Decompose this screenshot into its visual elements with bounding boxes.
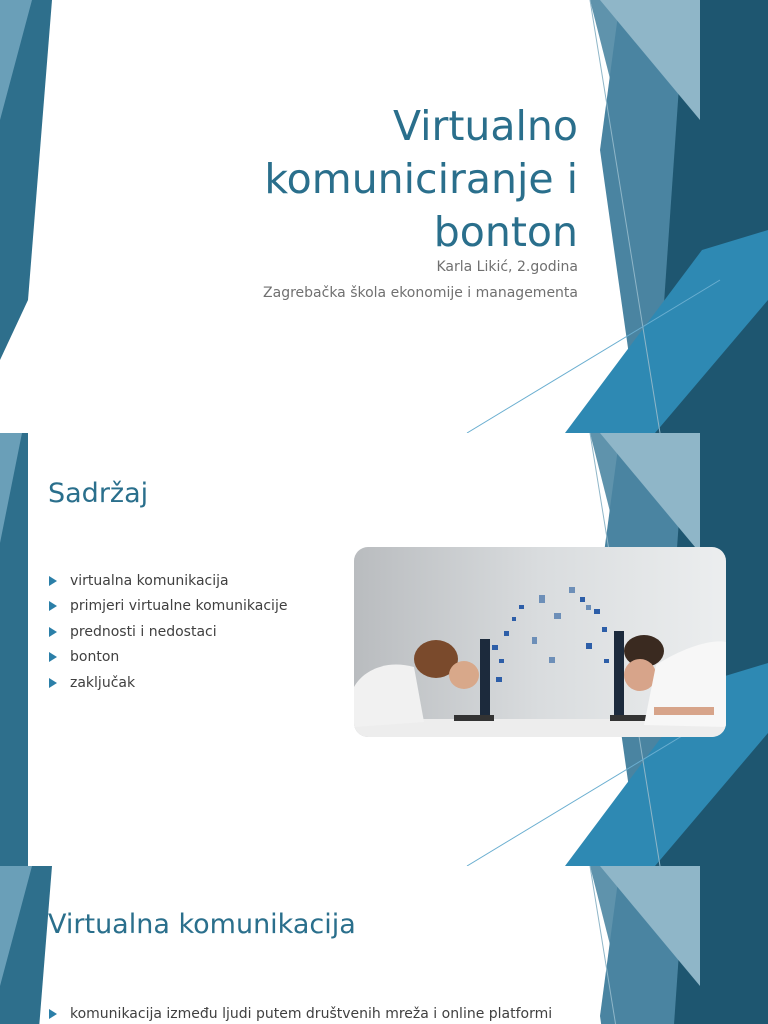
virtual-communication-slide [0, 866, 768, 1024]
author-subtitle: Karla Likić, 2.godina [436, 259, 578, 275]
list-item-text: komunikacija između ljudi putem društvenih mreža i online platformi [70, 1006, 553, 1022]
bullet-arrow-icon [49, 601, 57, 611]
contents-list [48, 572, 287, 699]
list-item [48, 674, 287, 699]
school-subtitle: Zagrebačka škola ekonomije i managementa [263, 285, 578, 301]
list-item-text: primjeri virtualne komunikacije [70, 598, 288, 615]
list-item-text: prednosti i nedostaci [70, 623, 217, 640]
people-laptops-illustration [354, 547, 726, 737]
list-item-text: virtualna komunikacija [70, 573, 229, 589]
title-line-1: Virtualno [392, 102, 578, 150]
bullet-arrow-icon [49, 652, 57, 662]
title-slide [0, 0, 768, 433]
list-item-text: zaključak [70, 674, 136, 691]
title-line-3: bonton [433, 208, 578, 256]
list-item-text: bonton [70, 649, 120, 666]
list-item [48, 597, 287, 622]
bullet-arrow-icon [49, 576, 57, 586]
slide-title: Virtualna komunikacija [48, 909, 356, 940]
slide-title: Sadržaj [48, 478, 149, 509]
content-list [48, 1005, 552, 1024]
presentation-title [158, 100, 578, 259]
title-line-2: komuniciranje i [264, 155, 578, 203]
bullet-arrow-icon [49, 1009, 57, 1019]
list-item [48, 572, 287, 597]
list-item [48, 648, 287, 673]
bullet-arrow-icon [49, 678, 57, 688]
bullet-arrow-icon [49, 627, 57, 637]
list-item [48, 1005, 552, 1024]
list-item [48, 623, 287, 648]
contents-slide [0, 433, 768, 866]
contents-photo [354, 547, 726, 737]
slide-background-decoration [0, 866, 768, 1024]
